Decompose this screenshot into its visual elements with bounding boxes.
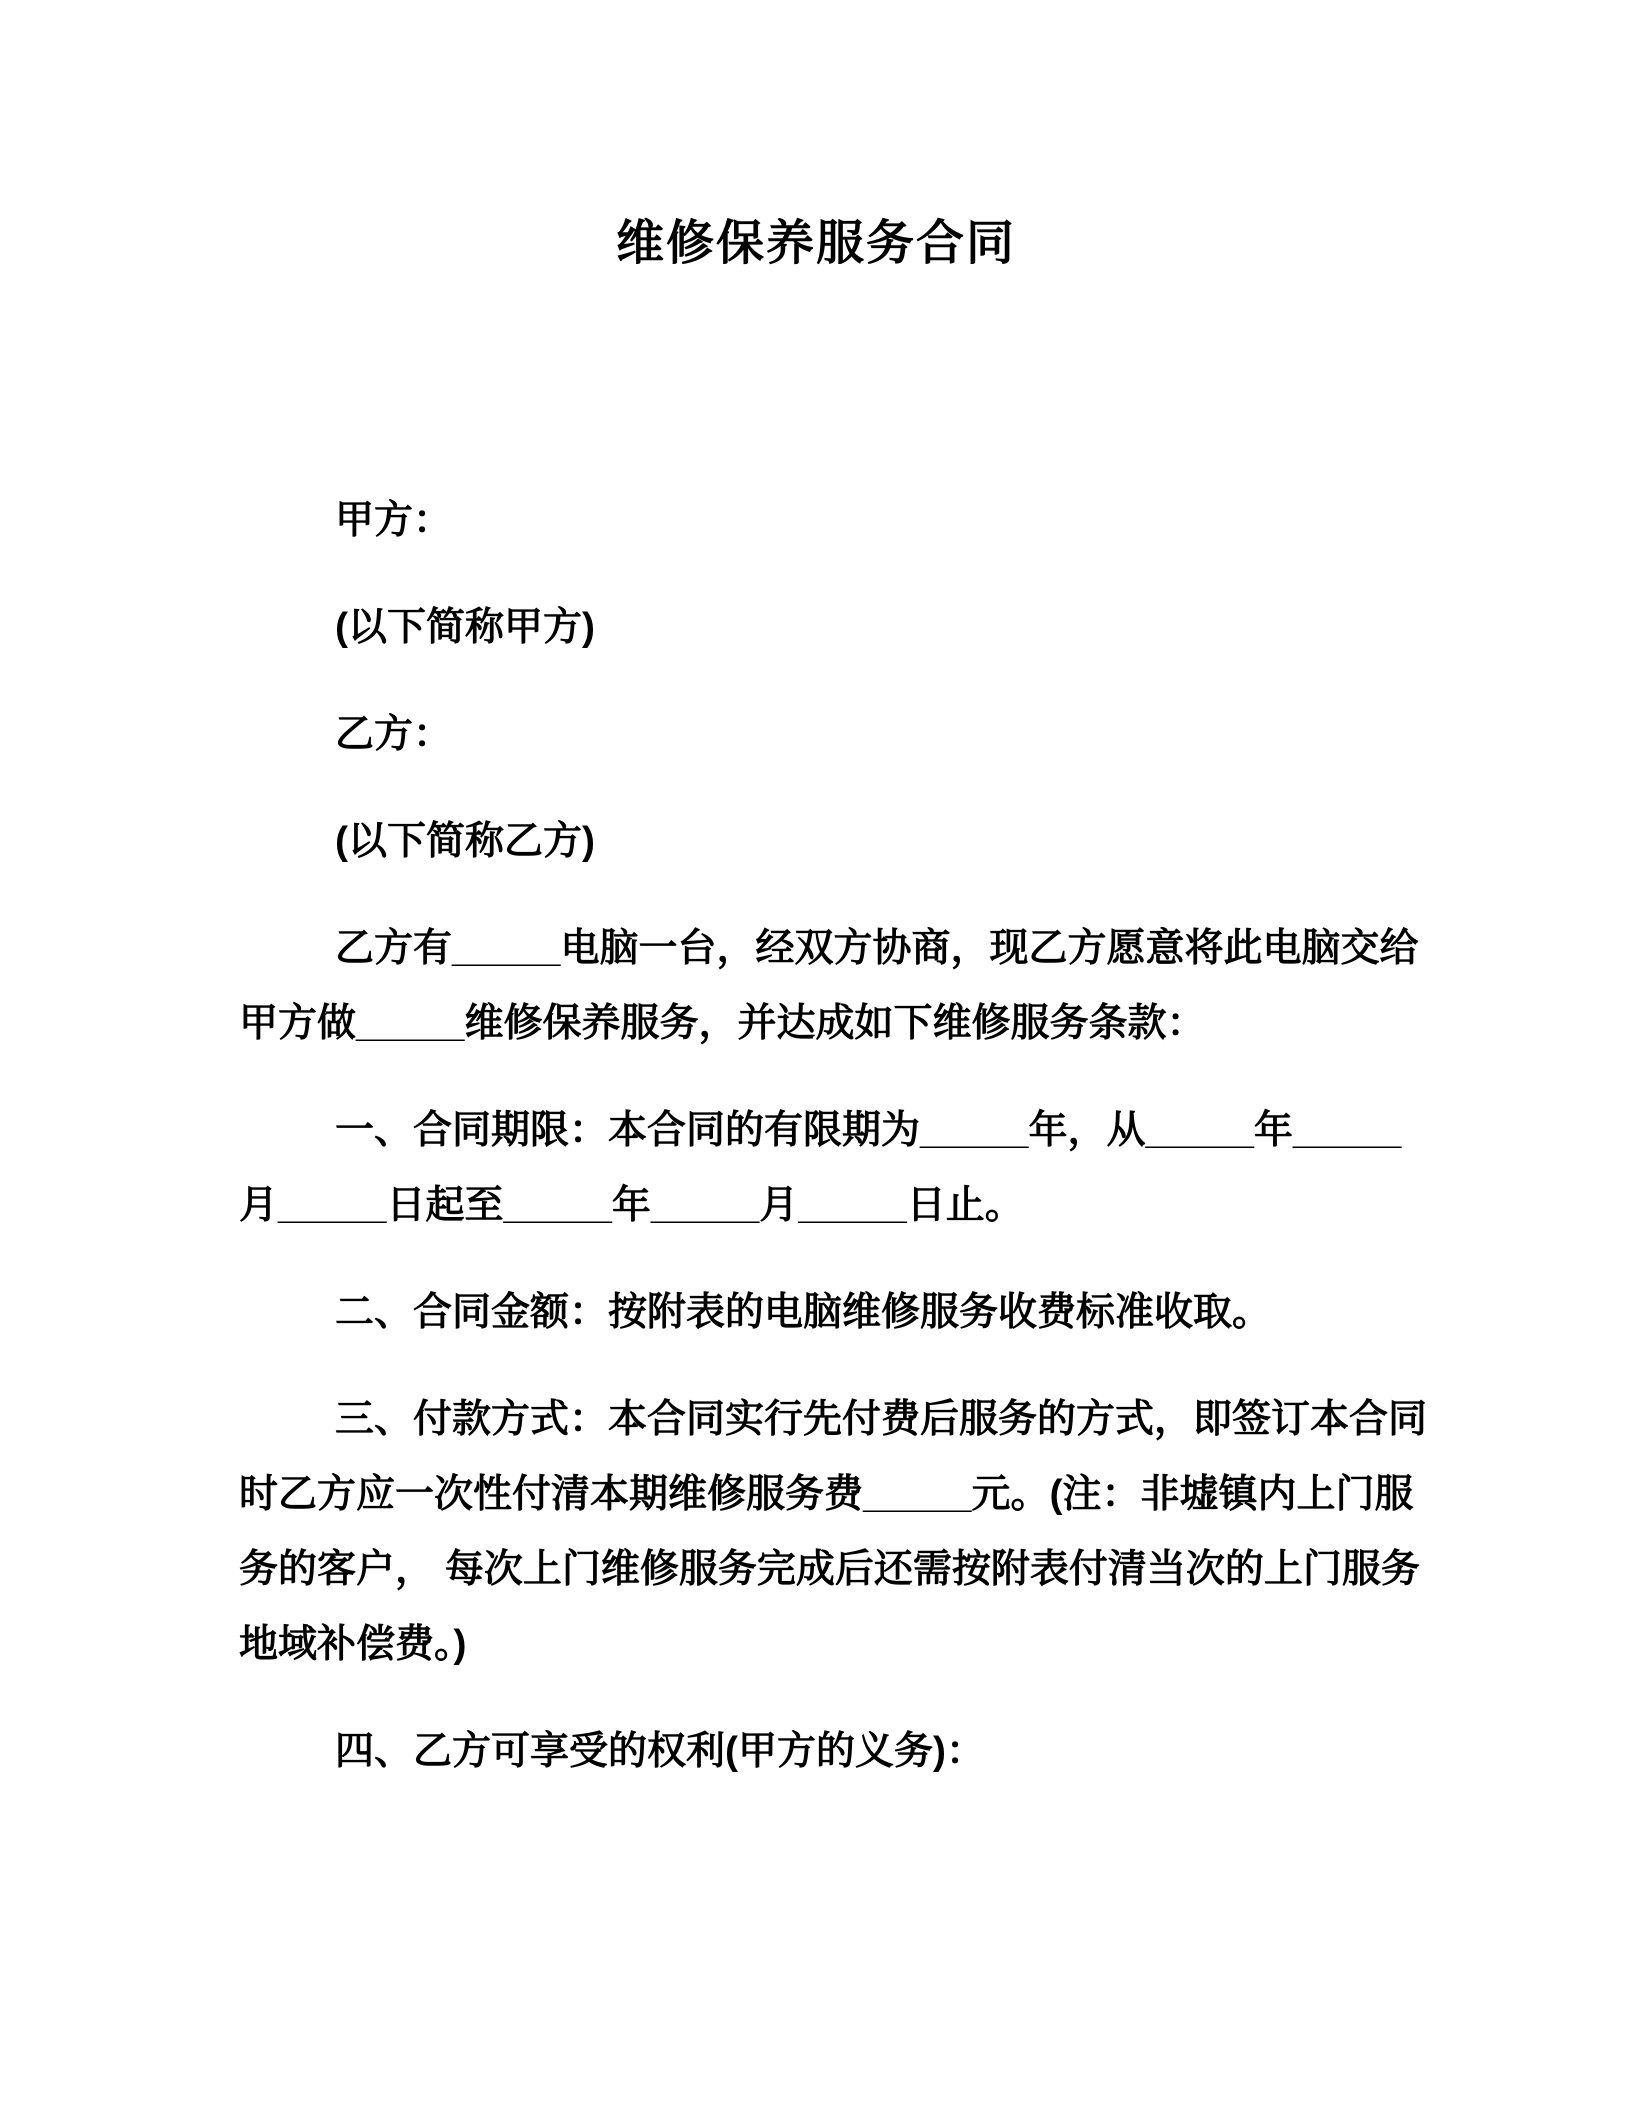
paragraph-party-b-label xyxy=(239,697,1393,772)
text-line: 一、合同期限：本合同的有限期为_____年，从_____年_____ xyxy=(335,1109,1402,1152)
text-line: 乙方有_____电脑一台，经双方协商，现乙方愿意将此电脑交给 xyxy=(335,927,1419,970)
paragraph-party-a-label xyxy=(239,483,1393,558)
paragraph-party-b-alias xyxy=(239,804,1393,879)
text-line: 月_____日起至_____年_____月_____日止。 xyxy=(239,1184,1024,1227)
text-line: 三、付款方式：本合同实行先付费后服务的方式，即签订本合同 xyxy=(335,1398,1428,1441)
text-line: 二、合同金额：按附表的电脑维修服务收费标准收取。 xyxy=(335,1291,1272,1334)
paragraph-clause-4-rights xyxy=(239,1714,1393,1789)
paragraph-clause-3-payment xyxy=(239,1382,1428,1682)
text-line: 乙方： xyxy=(335,713,453,756)
text-line: 甲方做_____维修保养服务，并达成如下维修服务条款： xyxy=(239,1002,1206,1045)
document-title: 维修保养服务合同 xyxy=(615,217,1016,270)
text-line: 甲方： xyxy=(335,499,453,542)
paragraph-clause-1-term xyxy=(239,1093,1402,1243)
text-line: (以下简称乙方) xyxy=(335,820,595,863)
paragraph-party-a-alias xyxy=(239,590,1393,665)
text-line: 四、乙方可享受的权利(甲方的义务)： xyxy=(335,1730,985,1773)
text-line: 时乙方应一次性付清本期维修服务费_____元。(注：非墟镇内上门服 xyxy=(239,1473,1414,1516)
paragraph-clause-2-amount xyxy=(239,1275,1393,1350)
text-line: 务的客户， 每次上门维修服务完成后还需按附表付清当次的上门服务 xyxy=(239,1548,1420,1591)
paragraph-preamble xyxy=(239,911,1419,1061)
text-line: 地域补偿费。) xyxy=(239,1623,467,1666)
text-line: (以下简称甲方) xyxy=(335,606,595,649)
